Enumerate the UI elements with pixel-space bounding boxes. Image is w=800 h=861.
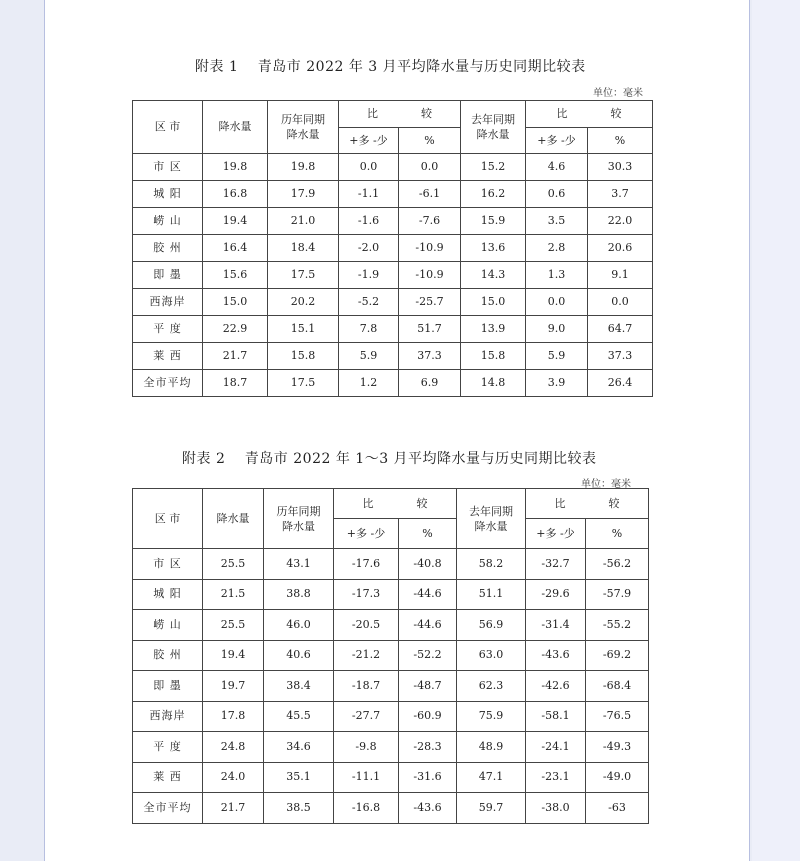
- hist-diff-cell: -2.0: [339, 235, 399, 262]
- historical-rainfall-cell: 46.0: [264, 610, 334, 641]
- last-diff-cell: 5.9: [526, 343, 588, 370]
- last-pct-cell: -56.2: [586, 549, 649, 580]
- historical-rainfall-cell: 18.4: [268, 235, 339, 262]
- last-pct-cell: 64.7: [588, 316, 653, 343]
- hist-diff-cell: -1.9: [339, 262, 399, 289]
- rainfall-cell: 19.8: [203, 154, 268, 181]
- header-historical-rainfall: [268, 101, 339, 154]
- hist-diff-cell: -17.6: [334, 549, 399, 580]
- last-year-rainfall-cell: 14.3: [461, 262, 526, 289]
- header-diff: +多 -少: [526, 519, 586, 549]
- rainfall-cell: 16.4: [203, 235, 268, 262]
- hist-diff-cell: 7.8: [339, 316, 399, 343]
- header-pct: %: [586, 519, 649, 549]
- rainfall-cell: 25.5: [203, 549, 264, 580]
- hist-diff-cell: -9.8: [334, 732, 399, 763]
- historical-rainfall-cell: 38.5: [264, 793, 334, 824]
- rainfall-cell: 24.0: [203, 762, 264, 793]
- last-diff-cell: -29.6: [526, 579, 586, 610]
- last-year-rainfall-cell: 51.1: [457, 579, 526, 610]
- rainfall-cell: 19.7: [203, 671, 264, 702]
- last-diff-cell: -43.6: [526, 640, 586, 671]
- last-diff-cell: 3.9: [526, 370, 588, 397]
- header-district: 区 市: [133, 489, 203, 549]
- rainfall-cell: 19.4: [203, 208, 268, 235]
- table-row: [133, 732, 649, 763]
- hist-diff-cell: -5.2: [339, 289, 399, 316]
- district-name-cell: 城 阳: [133, 579, 203, 610]
- last-year-rainfall-cell: 75.9: [457, 701, 526, 732]
- last-diff-cell: 3.5: [526, 208, 588, 235]
- historical-rainfall-cell: 17.5: [268, 262, 339, 289]
- header-pct: %: [588, 128, 653, 154]
- table-row: [133, 262, 653, 289]
- last-diff-cell: 1.3: [526, 262, 588, 289]
- header-last-year-rainfall: [457, 489, 526, 549]
- header-compare-word2: 较: [610, 107, 622, 120]
- district-name-cell: 全市平均: [133, 370, 203, 397]
- last-year-rainfall-cell: 13.9: [461, 316, 526, 343]
- last-diff-cell: -31.4: [526, 610, 586, 641]
- district-name-cell: 市 区: [133, 154, 203, 181]
- hist-pct-cell: -44.6: [399, 610, 457, 641]
- table-row: [133, 549, 649, 580]
- hist-pct-cell: -48.7: [399, 671, 457, 702]
- district-name-cell: 平 度: [133, 316, 203, 343]
- header-compare-word1: 比: [554, 496, 566, 510]
- district-name-cell: 胶 州: [133, 235, 203, 262]
- last-diff-cell: 9.0: [526, 316, 588, 343]
- last-year-rainfall-cell: 16.2: [461, 181, 526, 208]
- rainfall-cell: 19.4: [203, 640, 264, 671]
- hist-diff-cell: -11.1: [334, 762, 399, 793]
- header-last-line1: 去年同期: [469, 504, 513, 518]
- historical-rainfall-cell: 34.6: [264, 732, 334, 763]
- table-row: [133, 579, 649, 610]
- historical-rainfall-cell: 40.6: [264, 640, 334, 671]
- last-year-rainfall-cell: 15.0: [461, 289, 526, 316]
- rainfall-cell: 16.8: [203, 181, 268, 208]
- hist-diff-cell: -1.1: [339, 181, 399, 208]
- last-diff-cell: 0.0: [526, 289, 588, 316]
- table-row: [133, 208, 653, 235]
- historical-rainfall-cell: 43.1: [264, 549, 334, 580]
- last-pct-cell: -49.0: [586, 762, 649, 793]
- hist-diff-cell: -1.6: [339, 208, 399, 235]
- last-pct-cell: 22.0: [588, 208, 653, 235]
- last-year-rainfall-cell: 48.9: [457, 732, 526, 763]
- table-row: [133, 235, 653, 262]
- last-pct-cell: -49.3: [586, 732, 649, 763]
- header-compare-last: [526, 101, 653, 128]
- hist-pct-cell: -60.9: [399, 701, 457, 732]
- last-year-rainfall-cell: 58.2: [457, 549, 526, 580]
- historical-rainfall-cell: 20.2: [268, 289, 339, 316]
- last-diff-cell: -23.1: [526, 762, 586, 793]
- last-pct-cell: -57.9: [586, 579, 649, 610]
- last-pct-cell: 37.3: [588, 343, 653, 370]
- hist-diff-cell: 0.0: [339, 154, 399, 181]
- table1-title: 附表 1 青岛市 2022 年 3 月平均降水量与历史同期比较表: [195, 59, 586, 75]
- last-year-rainfall-cell: 59.7: [457, 793, 526, 824]
- table-row: [133, 793, 649, 824]
- last-pct-cell: 3.7: [588, 181, 653, 208]
- last-diff-cell: 2.8: [526, 235, 588, 262]
- header-pct: %: [399, 519, 457, 549]
- last-year-rainfall-cell: 47.1: [457, 762, 526, 793]
- historical-rainfall-cell: 19.8: [268, 154, 339, 181]
- last-diff-cell: 0.6: [526, 181, 588, 208]
- header-last-line2: 降水量: [476, 128, 510, 141]
- hist-pct-cell: -25.7: [399, 289, 461, 316]
- header-pct: %: [399, 128, 461, 154]
- rainfall-cell: 25.5: [203, 610, 264, 641]
- last-pct-cell: 9.1: [588, 262, 653, 289]
- table-row: [133, 289, 653, 316]
- hist-pct-cell: -44.6: [399, 579, 457, 610]
- hist-pct-cell: -43.6: [399, 793, 457, 824]
- historical-rainfall-cell: 38.8: [264, 579, 334, 610]
- hist-diff-cell: -27.7: [334, 701, 399, 732]
- hist-pct-cell: -28.3: [399, 732, 457, 763]
- last-pct-cell: -55.2: [586, 610, 649, 641]
- historical-rainfall-cell: 38.4: [264, 671, 334, 702]
- last-year-rainfall-cell: 62.3: [457, 671, 526, 702]
- district-name-cell: 崂 山: [133, 208, 203, 235]
- table-row: [133, 762, 649, 793]
- header-compare-word2: 较: [608, 496, 620, 510]
- historical-rainfall-cell: 35.1: [264, 762, 334, 793]
- last-year-rainfall-cell: 14.8: [461, 370, 526, 397]
- last-pct-cell: 20.6: [588, 235, 653, 262]
- last-diff-cell: -38.0: [526, 793, 586, 824]
- historical-rainfall-cell: 45.5: [264, 701, 334, 732]
- header-diff: +多 -少: [334, 519, 399, 549]
- header-hist-line1: 历年同期: [281, 113, 325, 126]
- district-name-cell: 城 阳: [133, 181, 203, 208]
- header-last-line2: 降水量: [474, 519, 508, 533]
- header-historical-rainfall: [264, 489, 334, 549]
- header-diff: +多 -少: [339, 128, 399, 154]
- header-district: 区 市: [133, 101, 203, 154]
- table-row: [133, 154, 653, 181]
- hist-diff-cell: -17.3: [334, 579, 399, 610]
- table-row: [133, 671, 649, 702]
- header-hist-line2: 降水量: [282, 519, 315, 533]
- last-diff-cell: -24.1: [526, 732, 586, 763]
- last-diff-cell: -32.7: [526, 549, 586, 580]
- last-year-rainfall-cell: 15.2: [461, 154, 526, 181]
- district-name-cell: 莱 西: [133, 762, 203, 793]
- hist-diff-cell: -21.2: [334, 640, 399, 671]
- hist-diff-cell: 5.9: [339, 343, 399, 370]
- hist-pct-cell: -10.9: [399, 235, 461, 262]
- header-compare-last: [526, 489, 649, 519]
- rainfall-cell: 15.6: [203, 262, 268, 289]
- hist-diff-cell: -18.7: [334, 671, 399, 702]
- table-row: [133, 316, 653, 343]
- table-row: [133, 640, 649, 671]
- hist-pct-cell: 51.7: [399, 316, 461, 343]
- hist-diff-cell: -16.8: [334, 793, 399, 824]
- district-name-cell: 胶 州: [133, 640, 203, 671]
- table2: [132, 488, 649, 824]
- table-row: [133, 181, 653, 208]
- last-pct-cell: 0.0: [588, 289, 653, 316]
- header-compare-word2: 较: [416, 496, 428, 510]
- historical-rainfall-cell: 17.5: [268, 370, 339, 397]
- table2-title: 附表 2 青岛市 2022 年 1～3 月平均降水量与历史同期比较表: [182, 451, 597, 467]
- header-compare-hist: [334, 489, 457, 519]
- rainfall-cell: 22.9: [203, 316, 268, 343]
- hist-diff-cell: 1.2: [339, 370, 399, 397]
- district-name-cell: 即 墨: [133, 262, 203, 289]
- hist-pct-cell: 6.9: [399, 370, 461, 397]
- hist-pct-cell: 0.0: [399, 154, 461, 181]
- hist-pct-cell: 37.3: [399, 343, 461, 370]
- header-compare-hist: [339, 101, 461, 128]
- header-rainfall: 降水量: [203, 101, 268, 154]
- hist-pct-cell: -10.9: [399, 262, 461, 289]
- hist-pct-cell: -40.8: [399, 549, 457, 580]
- historical-rainfall-cell: 21.0: [268, 208, 339, 235]
- district-name-cell: 莱 西: [133, 343, 203, 370]
- district-name-cell: 全市平均: [133, 793, 203, 824]
- rainfall-cell: 21.5: [203, 579, 264, 610]
- side-strip: [752, 0, 800, 861]
- header-hist-line2: 降水量: [286, 128, 320, 141]
- last-year-rainfall-cell: 15.8: [461, 343, 526, 370]
- header-compare-word1: 比: [556, 107, 568, 120]
- header-compare-word1: 比: [367, 107, 378, 120]
- district-name-cell: 平 度: [133, 732, 203, 763]
- header-compare-word1: 比: [362, 496, 374, 510]
- table-row: [133, 701, 649, 732]
- district-name-cell: 西海岸: [133, 701, 203, 732]
- header-last-line1: 去年同期: [471, 113, 515, 126]
- document-page: [44, 0, 750, 861]
- table2-unit: 单位：毫米: [581, 479, 631, 490]
- table-row: [133, 370, 653, 397]
- last-pct-cell: 26.4: [588, 370, 653, 397]
- hist-pct-cell: -7.6: [399, 208, 461, 235]
- table1: [132, 100, 653, 397]
- historical-rainfall-cell: 15.8: [268, 343, 339, 370]
- rainfall-cell: 17.8: [203, 701, 264, 732]
- last-pct-cell: -63: [586, 793, 649, 824]
- last-pct-cell: -68.4: [586, 671, 649, 702]
- table-row: [133, 343, 653, 370]
- last-year-rainfall-cell: 13.6: [461, 235, 526, 262]
- header-rainfall: 降水量: [203, 489, 264, 549]
- header-hist-line1: 历年同期: [276, 504, 321, 518]
- rainfall-cell: 21.7: [203, 343, 268, 370]
- last-pct-cell: 30.3: [588, 154, 653, 181]
- last-pct-cell: -76.5: [586, 701, 649, 732]
- historical-rainfall-cell: 17.9: [268, 181, 339, 208]
- hist-pct-cell: -31.6: [399, 762, 457, 793]
- header-compare-word2: 较: [421, 107, 432, 120]
- district-name-cell: 即 墨: [133, 671, 203, 702]
- last-year-rainfall-cell: 15.9: [461, 208, 526, 235]
- last-diff-cell: -58.1: [526, 701, 586, 732]
- district-name-cell: 西海岸: [133, 289, 203, 316]
- hist-pct-cell: -6.1: [399, 181, 461, 208]
- header-last-year-rainfall: [461, 101, 526, 154]
- table-row: [133, 610, 649, 641]
- last-year-rainfall-cell: 63.0: [457, 640, 526, 671]
- last-diff-cell: -42.6: [526, 671, 586, 702]
- district-name-cell: 市 区: [133, 549, 203, 580]
- table1-unit: 单位：毫米: [593, 88, 643, 99]
- district-name-cell: 崂 山: [133, 610, 203, 641]
- last-pct-cell: -69.2: [586, 640, 649, 671]
- last-year-rainfall-cell: 56.9: [457, 610, 526, 641]
- historical-rainfall-cell: 15.1: [268, 316, 339, 343]
- hist-diff-cell: -20.5: [334, 610, 399, 641]
- rainfall-cell: 21.7: [203, 793, 264, 824]
- header-diff: +多 -少: [526, 128, 588, 154]
- rainfall-cell: 18.7: [203, 370, 268, 397]
- last-diff-cell: 4.6: [526, 154, 588, 181]
- rainfall-cell: 24.8: [203, 732, 264, 763]
- hist-pct-cell: -52.2: [399, 640, 457, 671]
- rainfall-cell: 15.0: [203, 289, 268, 316]
